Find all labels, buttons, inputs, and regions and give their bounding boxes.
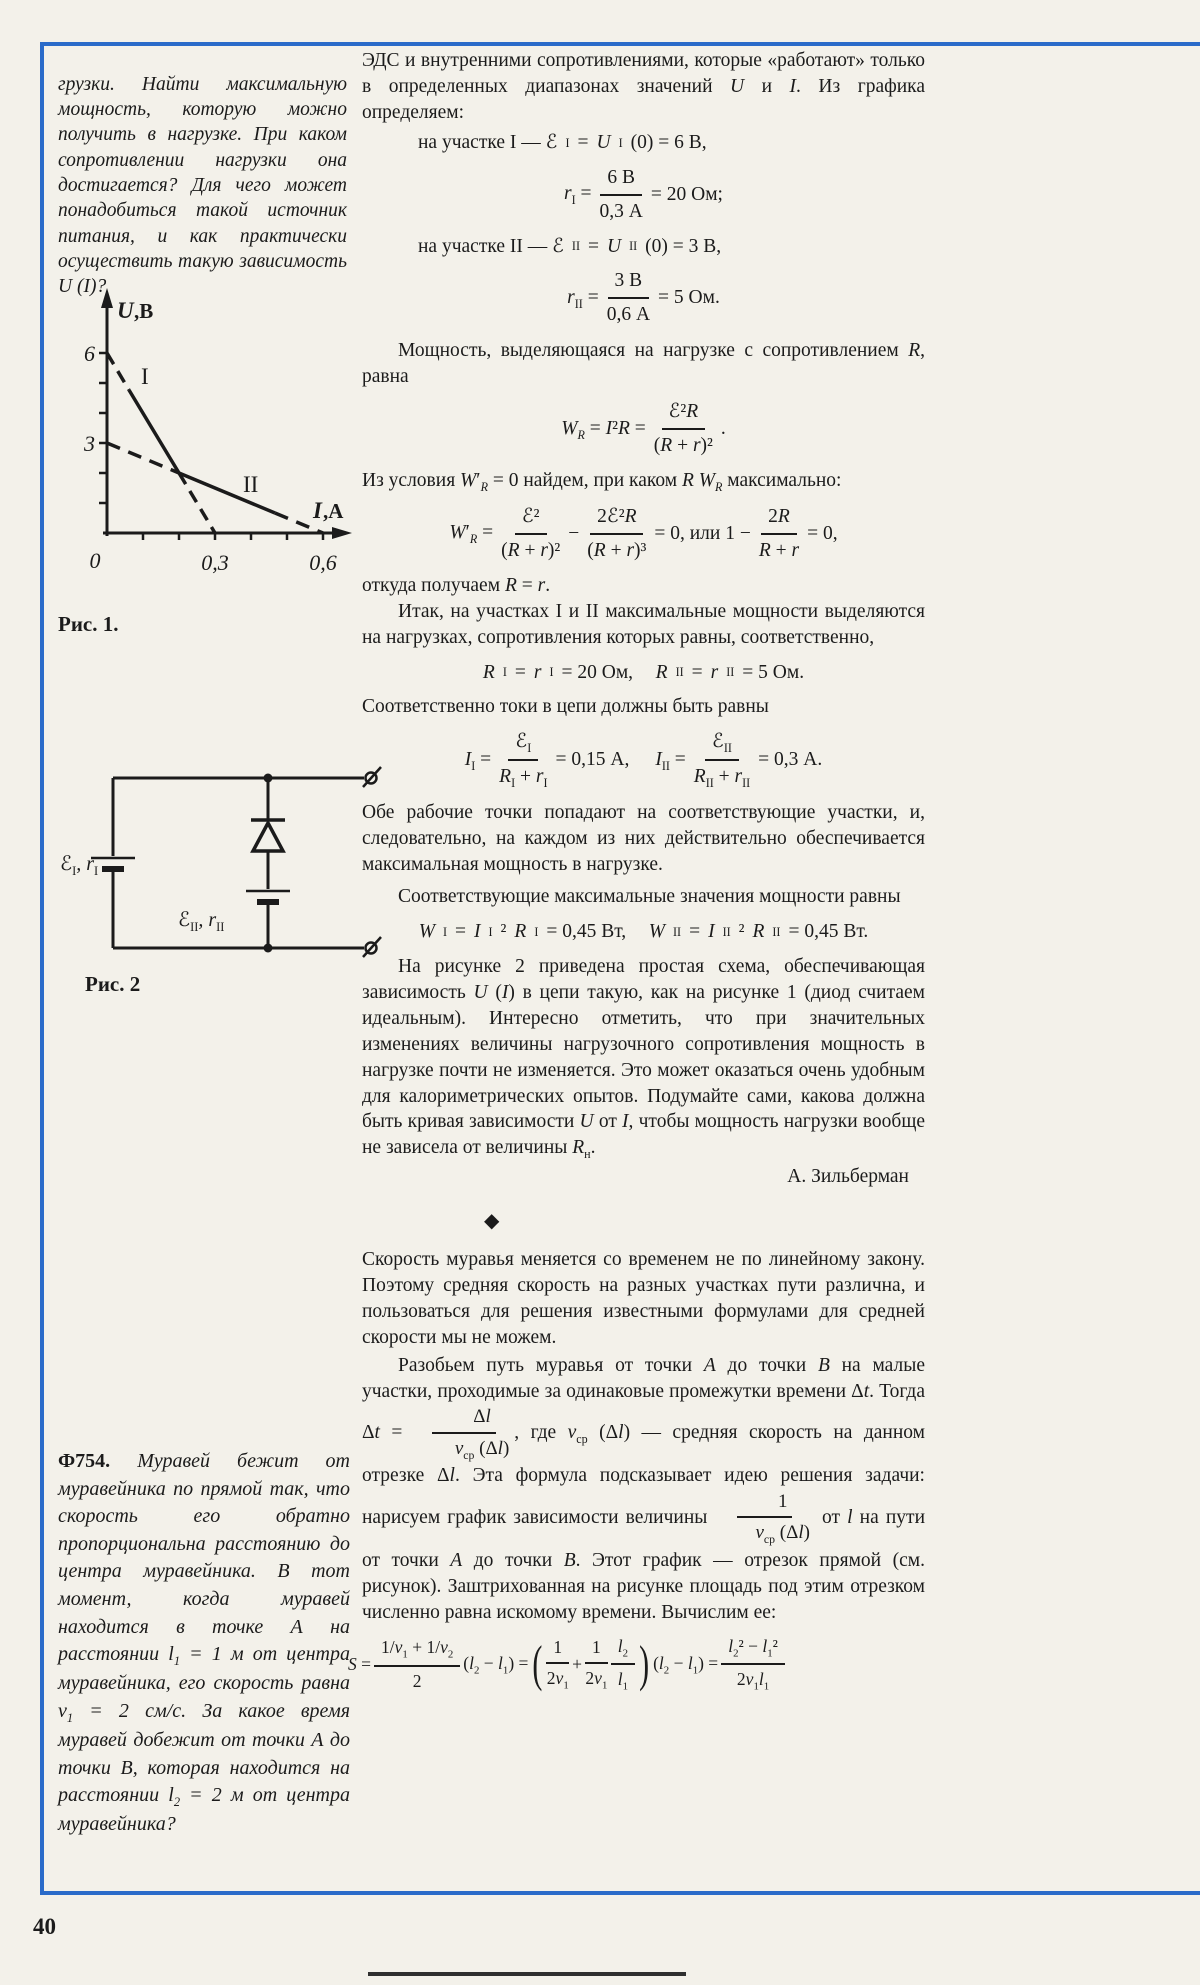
formula-s-mid1: $(l_2 - l_1)$ =	[463, 1652, 529, 1676]
scan-artifact-line	[368, 1972, 686, 1976]
figure-2-circuit	[60, 763, 390, 963]
formula-wr-derivative	[362, 504, 925, 564]
figure-1-caption: Рис. 1.	[58, 612, 119, 636]
formula-i1-lhs: $I_I$ =	[464, 748, 492, 773]
fraction-denominator: 2	[412, 1670, 422, 1691]
x-tick-label-03: 0,3	[201, 550, 229, 575]
fraction	[419, 1404, 509, 1463]
fraction-numerator: 1	[585, 1636, 608, 1664]
fraction	[654, 399, 713, 459]
figure-1-graph	[55, 278, 355, 588]
fraction-numerator: 2ℰ²R	[590, 504, 643, 535]
fraction-denominator: R + r	[758, 539, 800, 561]
paragraph-currents: Соответственно токи в цепи должны быть равны	[362, 696, 769, 718]
fraction	[719, 1489, 809, 1548]
formula-s-mid2: $(l_2 - l_1)$ =	[653, 1652, 719, 1676]
fraction-numerator: ℰ$_I$	[508, 729, 538, 761]
formula-s-plus: +	[572, 1653, 583, 1674]
formula-wrp-rhs: = 0,	[807, 522, 838, 544]
fraction-denominator: $2v_1$	[546, 1668, 569, 1692]
paragraph-both-points: Обе рабочие точки попадают на соответствующие участки, и, следовательно, на каждом из них действительно обеспечивается максимальная мощность в нагрузке.	[362, 802, 925, 876]
fraction-numerator: $l_2$	[611, 1635, 635, 1666]
fraction-denominator: (R + r)²	[653, 435, 713, 457]
formula-currents	[362, 729, 925, 791]
formula-r1-lhs: $r_I$ =	[564, 183, 592, 208]
curve-I	[107, 353, 215, 533]
formula-wr-lhs: $W_R = I^2R$ =	[561, 417, 646, 442]
paragraph-condition: Из условия $W'_R = 0$ найдем, при каком R $W_R$ максимально:	[362, 469, 842, 494]
fraction-denominator: (R + r)²	[501, 539, 561, 561]
formula-r1	[362, 165, 925, 225]
paragraph-max-values: Соответствующие максимальные значения мощности равны	[398, 886, 901, 908]
fraction	[501, 504, 560, 564]
formula-section1: на участке I — ℰ I = U I (0) = 6 В,	[418, 131, 707, 153]
left-paren: (	[532, 1635, 543, 1692]
formula-area-s	[348, 1635, 939, 1695]
fraction	[694, 729, 750, 791]
curve-II-label: II	[243, 472, 259, 497]
y-axis-label-unit: ,В	[134, 299, 154, 323]
formula-wr-rhs: .	[720, 418, 726, 440]
page-border-bottom	[40, 1891, 1200, 1895]
junction-dot-top	[264, 774, 273, 783]
x-tick-label-0: 0	[89, 548, 101, 573]
fraction-denominator: $R_{II} + r_{II}$	[693, 766, 751, 791]
formula-wr	[362, 399, 925, 459]
formula-i2-rhs: = 0,3 А.	[758, 749, 823, 771]
fraction-denominator: $v_{ср}$ (Δl)	[454, 1437, 510, 1462]
y-axis-label-variable: U	[117, 298, 134, 323]
battery1-label: ℰ$_I$, $r_I$	[60, 853, 99, 878]
problem-text: Муравей бежит от муравейника по прямой так, что скорость его обратно пропорциональна расстоянию до центра муравейника. В тот момент, когда муравей находится в точке А на расстоянии $l_1 = 1$ м от центра муравейника, его скорость равна $v_1 = 2$ см/с. За какое время муравей добежит от точки А до точки В, которая находится на расстоянии $l_2 = 2$ м от центра муравейника?	[58, 1450, 350, 1836]
page-number: 40	[33, 1914, 56, 1939]
right-paren: )	[639, 1635, 650, 1692]
fraction-denominator: $2v_1l_1$	[736, 1669, 770, 1693]
junction-dot-bottom	[264, 944, 273, 953]
fraction-denominator: 0,6 А	[606, 304, 651, 326]
fraction-numerator: ℰ²	[515, 504, 547, 535]
formula-powers: W I = I I ² R I = 0,45 Вт, W II = I II ² R II = 0,45 Вт.	[418, 921, 869, 943]
page-border-left	[40, 42, 44, 1895]
author-name: А. Зильберман	[787, 1166, 909, 1188]
problem-statement-continuation: грузки. Найти максимальную мощность, которую можно получить в нагрузке. При каком сопротивлении нагрузки она достигается? Для чего может понадобиться такой источник питания, и как практически осуществить такую зависимость U (I)?	[58, 73, 347, 298]
fraction-numerator: 1	[737, 1489, 793, 1518]
formula-resistances: R I = r I = 20 Ом, R II = r II = 5 Ом.	[482, 661, 805, 683]
problem-f754	[58, 1448, 350, 1839]
figure-2-caption: Рис. 2	[85, 972, 141, 996]
figure-2	[60, 763, 390, 963]
paragraph-ant-speed: Скорость муравья меняется со временем не по линейному закону. Поэтому средняя скорость на разных участках пути различна, и пользоваться для решения известными формулами для средней скорости мы не можем.	[362, 1248, 925, 1348]
paragraph-solution-flow	[362, 1353, 925, 1626]
paragraph-emf-intro: ЭДС и внутренними сопротивлениями, которые «работают» только в определенных диапазонах значений U и I. Из графика определяем:	[362, 50, 926, 123]
problem-number: Ф754.	[58, 1450, 111, 1472]
paragraph-whence: откуда получаем R = r.	[362, 574, 551, 596]
formula-r2	[362, 268, 925, 328]
paragraph-itak: Итак, на участках I и II максимальные мощности выделяются на нагрузках, сопротивления которых равны, соответственно,	[362, 600, 925, 648]
x-axis-arrow	[332, 527, 352, 539]
diamond-separator-icon: ◆	[484, 1210, 500, 1233]
x-axis-label-unit: ,А	[323, 499, 344, 523]
fraction-numerator: ℰ$_{II}$	[705, 729, 739, 761]
formula-i2-lhs: $I_{II}$ =	[655, 748, 686, 773]
formula-wrp-minus: −	[568, 522, 580, 544]
formula-s-lhs: S =	[348, 1653, 371, 1674]
fraction-numerator: 2R	[761, 504, 797, 535]
battery2-label: ℰ$_{II}$, $r_{II}$	[178, 909, 225, 934]
paragraph-power: Мощность, выделяющаяся на нагрузке с сопротивлением R, равна	[362, 340, 925, 388]
fraction-numerator: 6 В	[600, 165, 642, 196]
y-tick-label-6: 6	[84, 341, 95, 366]
solution-text-a: Разобьем путь муравья от точки А до точки В на малые участки, проходимые за одинаковые промежутки времени Δt. Тогда Δt =	[362, 1354, 925, 1444]
right-column	[348, 48, 926, 1703]
curve-II	[107, 443, 323, 533]
fraction	[585, 1636, 608, 1693]
fraction-denominator: $v_{ср}$ (Δl)	[755, 1522, 810, 1547]
fraction	[600, 165, 643, 225]
fraction	[721, 1635, 785, 1695]
figure-1	[55, 278, 355, 588]
fraction-numerator: Δl	[432, 1404, 496, 1433]
curve-I-label: I	[141, 364, 149, 389]
formula-section2: на участке II — ℰ II = U II (0) = 3 В,	[418, 235, 722, 257]
page-border-top	[40, 42, 1200, 46]
fraction-numerator: ℰ²R	[662, 399, 706, 430]
formula-i1-rhs: = 0,15 А,	[555, 749, 630, 771]
x-tick-label-06: 0,6	[309, 550, 337, 575]
y-tick-label-3: 3	[84, 431, 95, 456]
fraction-denominator: (R + r)³	[587, 539, 647, 561]
fraction	[607, 268, 650, 328]
diode-triangle	[253, 823, 283, 851]
fraction-denominator: $2v_1$	[585, 1668, 608, 1692]
x-axis-label-variable: I	[313, 498, 322, 523]
formula-wrp-lhs: $W'_R$ =	[449, 522, 494, 547]
fraction	[374, 1636, 460, 1693]
formula-wrp-mid: = 0, или 1 −	[654, 522, 751, 544]
fraction	[759, 504, 799, 564]
fraction	[499, 729, 547, 791]
formula-r2-lhs: $r_{II}$ =	[567, 286, 599, 311]
fraction-numerator: $l_2^2 - l_1^2$	[721, 1635, 785, 1666]
fraction-denominator: $R_I + r_I$	[499, 766, 548, 791]
formula-r1-rhs: = 20 Ом;	[650, 183, 723, 205]
paragraph-figure2-discussion: На рисунке 2 приведена простая схема, обеспечивающая зависимость U (I) в цепи такую, как на рисунке 1 (диод считаем идеальным). Интересно отметить, что при значительных изменениях величины нагрузочного сопротивления мощность в нагрузке почти не изменяется. Это может оказаться очень удобным для калориметрических опытов. Подумайте сами, какова должна быть кривая зависимости U от I, чтобы мощность нагрузки вообще не зависела от величины $R_н$.	[362, 955, 926, 1162]
fraction-denominator: 0,3 А	[599, 200, 643, 222]
fraction-denominator: $l_1$	[617, 1669, 629, 1693]
formula-r2-rhs: = 5 Ом.	[658, 287, 720, 309]
fraction-numerator: $1/v_1 + 1/v_2$	[374, 1636, 460, 1667]
fraction	[587, 504, 646, 564]
solution-text-c: от l на пути от точки А до точки В. Этот график — отрезок прямой (см. рисунок). Заштрихованная на рисунке площадь под этим отрезком численно равна искомому времени. Вычислим ее:	[362, 1506, 926, 1623]
fraction-numerator: 3 В	[608, 268, 650, 299]
solution-text-b: , где $v_{ср}$ (Δl) — средняя скорость на данном отрезке Δl. Эта формула подсказывает идею решения задачи: нарисуем график зависимости величины	[362, 1422, 926, 1528]
y-axis-arrow	[101, 288, 113, 308]
fraction	[546, 1636, 569, 1693]
fraction	[611, 1635, 635, 1695]
fraction-numerator: 1	[546, 1636, 569, 1664]
